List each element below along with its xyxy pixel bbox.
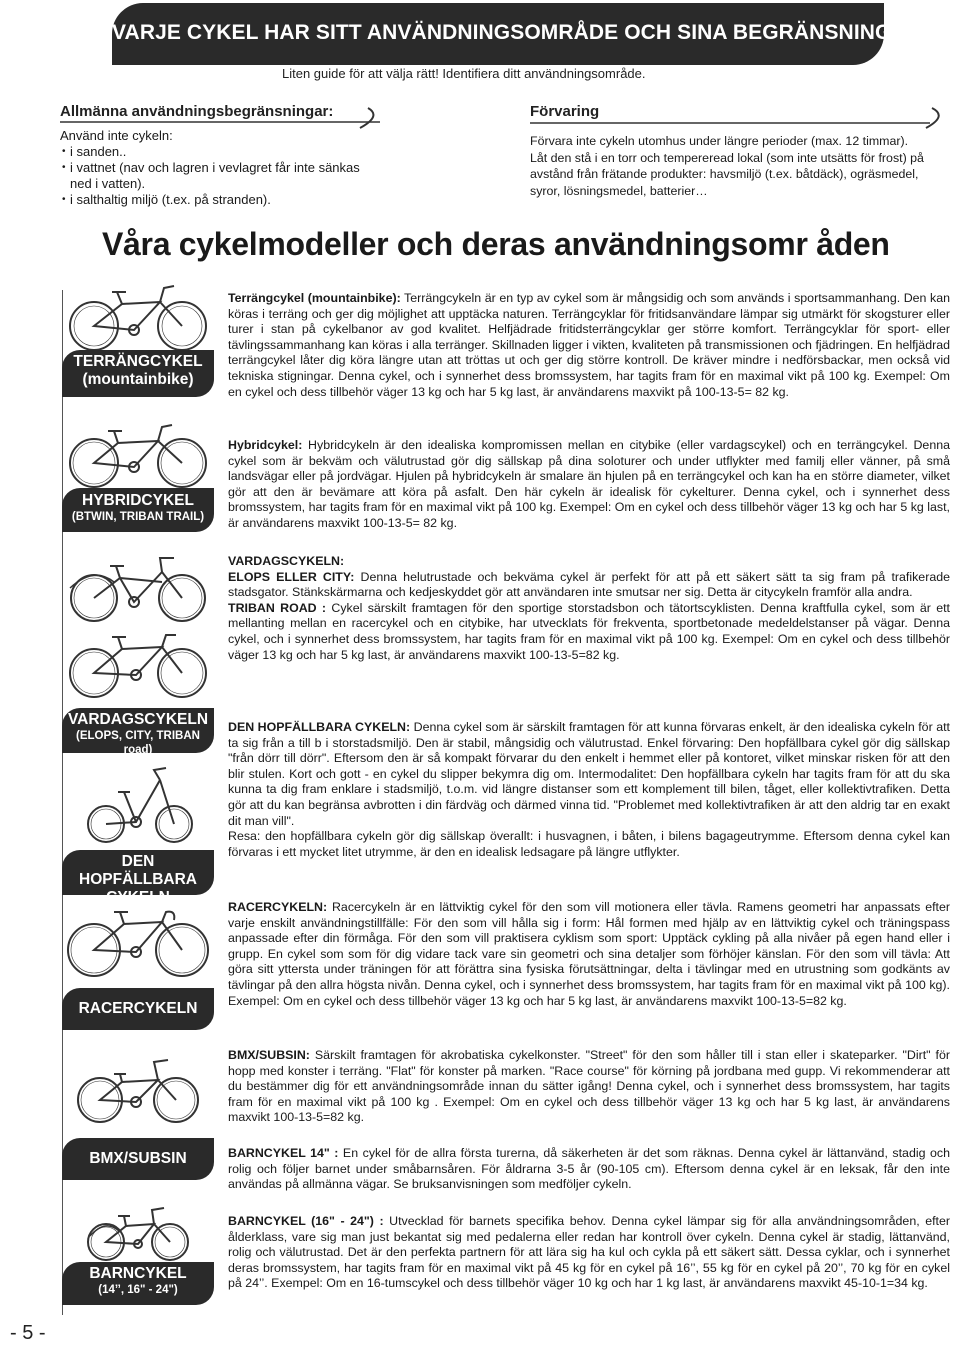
label-title: DEN HOPFÄLLBARA [79, 853, 197, 888]
section-lead: BARNCYKEL (16" - 24") : [228, 1214, 384, 1228]
label-subtitle: (BTWIN, TRIBAN TRAIL) [71, 511, 205, 523]
title-banner [112, 3, 922, 65]
label-hybrid [62, 488, 214, 532]
bike-column [62, 270, 214, 1315]
section-kids14 [228, 1146, 950, 1193]
foldingbike-icon [62, 762, 214, 846]
label-racer [62, 988, 214, 1030]
label-folding [62, 850, 214, 906]
label-subtitle: (ELOPS, CITY, TRIBAN road) [76, 730, 200, 756]
section-hybrid [228, 438, 950, 532]
label-title: VARDAGSCYKELN [67, 711, 209, 728]
hybridbike-icon [62, 415, 214, 491]
storage-text [530, 133, 950, 199]
label-title: BARNCYKEL [89, 1265, 187, 1282]
roadbike-icon [62, 625, 214, 701]
general-limits-list [60, 128, 390, 208]
section-lead: BMX/SUBSIN: [228, 1048, 310, 1062]
list-item: • i sanden.. [60, 144, 390, 160]
storage-title: Förvaring [530, 103, 600, 120]
section-lead: DEN HOPFÄLLBARA CYKELN: [228, 720, 411, 734]
page-subtitle: Liten guide för att välja rätt! Identifiera ditt användningsområde. [282, 66, 646, 81]
page-number: - 5 - [10, 1322, 46, 1344]
section-lead: ELOPS ELLER CITY: [228, 569, 355, 584]
page-title: VARJE CYKEL HAR SITT ANVÄNDNINGSOMRÅDE OCH SINA BEGRÄNSNINGAR [112, 21, 922, 44]
section-mountainbike [228, 291, 950, 400]
section-folding [228, 720, 950, 860]
section-heading: VARDAGSCYKELN: [228, 554, 345, 568]
section-text: Denna cykel som är särskilt framtagen för att kunna förvaras enkelt, är den idealiska cykeln för att ta sig från a till b i storstadsmiljö. Den är stabil, mångsidig och välutrustad. Enkel förvaring: Den hopfällbara cykel gör dig sällskap "från dörr till dörr". Eftersom den är så kompakt förvarar du den enkelt i hemmet eller på kontoret, vilket minskar risken för att den blir stulen. Kort och gott - en cykel du slipper bekymra dig om. Intermodalitet: Den hopfällbara cykeln har tagits fram för att du ska kunna ta dig fram enklare i stadsmiljö, t.o.m. vid längre distanser som ett komplement till bilen, tåget, eller kollektivtrafiken. Detta gör att du kan begränsa avbrotten i din färdväg och därmed vinna tid. "Problemet med kollektivtrafiken är att den aldrig tar en exakt dit man vill". [228, 720, 950, 828]
list-item: • i salthaltig miljö (t.ex. på stranden). [60, 192, 390, 208]
section-bmx [228, 1048, 950, 1126]
section-kids16 [228, 1214, 950, 1292]
label-title: HYBRIDCYKEL [82, 492, 194, 509]
section-lead: Hybridcykel: [228, 438, 303, 452]
label-everyday [62, 708, 214, 756]
label-kids [62, 1262, 214, 1305]
section-lead: BARNCYKEL 14" : [228, 1146, 339, 1160]
label-subtitle: (14’’, 16" - 24") [98, 1284, 178, 1296]
section-lead: Terrängcykel (mountainbike): [228, 291, 401, 305]
section-text: Denna helutrustade och bekväma cykel är perfekt för att på ett säkert sätt ta sig fram på trafikerade stadsgator. Stänkskärmarna och kedjeskyddet gör att användaren inte smutsar ner sig. Detta är citycykeln framför alla andra. [228, 569, 950, 600]
storage-line: Förvara inte cykeln utomhus under längre perioder (max. 12 timmar). [530, 134, 909, 148]
general-limits-title: Allmänna användningsbegränsningar: [60, 103, 334, 120]
label-title: BMX/SUBSIN [89, 1150, 187, 1167]
label-mountainbike [62, 350, 214, 397]
section-text: Hybridcykeln är den idealiska kompromissen mellan en citybike (eller vardagscykel) och en terrängcykel. Denna cykel som är bekväm och välutrustad gör dig sällskap på dina soloturer och under utflykter med familj eller vänner, på små landsvägar eller på jordvägar. Hjulen på hybridcykeln är smalare än hjulen på en terrängcykel och kan ha en större diameter, vilket gör att den är bevämare att köra på asfalt. Den här cykeln är idealisk för cykelturer. Denna cykel, och i synnerhet dess bromssystem, har tagits fram för en maximal vikt på 100 kg. Exempel: Om en cykel och dess tillbehör väger 13 kg och har 5 kg last, är användarens maxvikt 100-13-5= 82 kg. [228, 438, 950, 530]
section-text: Cykel särskilt framtagen för den sportige storstadsbon och tätortscyklisten. Denna kraftfulla cykel, som är ett mellanting mellan en racercykel och en citybike, har utvecklats för frekventa, sportbetonade medeldelstanser på vägar. Denna cykel, och i synnerhet dess bromssystem, har tagits fram för en maximal vikt på 100 kg. Exempel: Om en cykel och dess tillbehör väger 13 kg och har 5 kg last, är användarens maxvikt 100-13-5=82 kg. [228, 600, 950, 662]
bmx-icon [62, 1048, 214, 1128]
label-title: TERRÄNGCYKEL [73, 353, 203, 370]
label-subtitle: (mountainbike) [82, 371, 194, 388]
racerbike-icon [62, 900, 214, 980]
section-lead: TRIBAN ROAD : [228, 600, 327, 615]
storage-underline [530, 106, 950, 132]
list-item: • i vattnet (nav och lagren i vevlagret får inte sänkas ned i vatten). [60, 160, 360, 192]
section-text: Resa: den hopfällbara cykeln gör dig sällskap överallt: i husvagnen, i båten, i bilens bagageutrymme. Eftersom denna cykel kan förvaras i ett mycket litet utrymme, är den en idealisk ledsagare på längre utflykter. [228, 829, 950, 859]
mountainbike-icon [62, 278, 214, 354]
main-heading: Våra cykelmodeller och deras användningsomr åden [102, 226, 890, 262]
label-subtitle: CYKELN [106, 889, 170, 906]
section-text: Särskilt framtagen för akrobatiska cykelkonster. "Street" för den som håller till i stan eller i skateparker. "Dirt" för hopp med konster i terräng. "Flat" för konster på marken. "Race course" för körning på jordbana med gupp. Vi rekommenderar att du bestämmer dig för ett användningsområde innan du sätter igång! Denna cykel, och i synnerhet dess bromssystem, har tagits fram för en maximal vikt på 100 kg . Exempel: Om en cykel och dess tillbehör väger 13 kg och har 5 kg last, är användarens maxvikt 100-13-5=82 kg. [228, 1048, 950, 1125]
label-title: RACERCYKELN [78, 1000, 198, 1017]
section-text: Utvecklad för barnets specifika behov. Denna cykel lämpar sig för alla användningsområden, efter ålderklass, vare sig man just bekantat sig med pedalerna eller redan har kontroll över cykeln. Denna cykel är stadig, lättanvänd, rolig och välutrustad. Det är den perfekta partnern för att lära sig ha kul och cykla på ett säkert sätt. Dessa cyklar, och i synnerhet deras bromssystem, har tagits fram för en maximal vikt på 45 kg för en cykel på 16’’, 55 kg för en cykel på 20’’, 70 kg för en cykel på 24’’. Exempel: Om en 16-tumscykel och dess tillbehör väger 10 kg och har 1 kg last, är användarens maxvikt 45-10-1=34 kg. [228, 1214, 950, 1291]
section-everyday [228, 554, 950, 663]
section-text: Terrängcykeln är en typ av cykel som är mångsidig och som används i sportsammanhang. Den kan köras i terräng och ger dig möjlighet att upptäcka naturen. Terrängcyklar för fritidsanvändare lämpar sig utmärkt för skogsturer eller turer i stan på cykelbanor av god kvalitet. Helfjädrade fritidsterrängcyklar ger större komfort. Terrängcyklar för sport- eller tävlingssammanhang kan köras i alla terränger. Skillnaden ligger i vikten, kvaliteten på transmissionen och fjädringen. En helfjädrad terrängcykel låter dig köra längre utan att tröttas ut och ger dig större kontroll. De kräver mindre i nedförsbackar, men också vid tekniska stigningar. Denna cykel, och i synnerhet dess bromssystem, har tagits fram för en maximal vikt på 100 kg. Exempel: Om en cykel och dess tillbehör väger 13 kg och har 5 kg last, är användarens maxvikt på 100-13-5= 82 kg. [228, 291, 950, 399]
label-bmx [62, 1138, 214, 1180]
kidsbike-icon [62, 1196, 214, 1264]
citybike-icon [62, 548, 214, 624]
section-racer [228, 900, 950, 1009]
section-lead: RACERCYKELN: [228, 900, 328, 914]
storage-line: Låt den stå i en torr och tempereread lokal (som inte utsätts för frost) på avstånd från frätande produkter: havsmiljö (t.ex. båtdäck), ogräsmedel, syror, lösningsmedel, batterier… [530, 150, 924, 198]
section-text: Racercykeln är en lättviktig cykel för den som vill motionera eller tävla. Ramens geometri har anpassats efter varje enskilt användningstillfälle: För den som vill hålla sig i form: Hål formen med hjälp av en lättviktig cykel och träningspass anpassade efter din förmåga. För den som vill praktisera cyklism som sport: Upptäck cykling på alla nivåer på egen hand eller i grupp. En cykel som som för dig vidare tack vare sin geometri och sina detaljer som förhöjer känslan. För den som vill tävla: Att göra sitt yttersta under träningen för att förättra sina fysiska förutsättningar, delta i tävlingar med en utrustning som godkänts av tävlingar på den allra högsta nivån. Denna cykel, och i synnerhet dess bromssystem, har tagits fram för en maximal vikt på 100 kg). Exempel: Om en cykel och dess tillbehör väger 13 kg och har 5 kg last, är användarens maxvikt 100-13-5=82 kg. [228, 900, 950, 1008]
general-limits-intro: Använd inte cykeln: [60, 128, 173, 143]
section-text: En cykel för de allra första turerna, då säkerheten är det som räknas. Denna cykel är lättanvänd, stadig och rolig och följer barnet under småbarnsåren. För åldrarna 3-5 år (90-105 cm). Eftersom denna cykel är en leksak, får den inte användas på allmänna vägar. Se bruksanvisningen som medföljer cykeln. [228, 1146, 950, 1192]
